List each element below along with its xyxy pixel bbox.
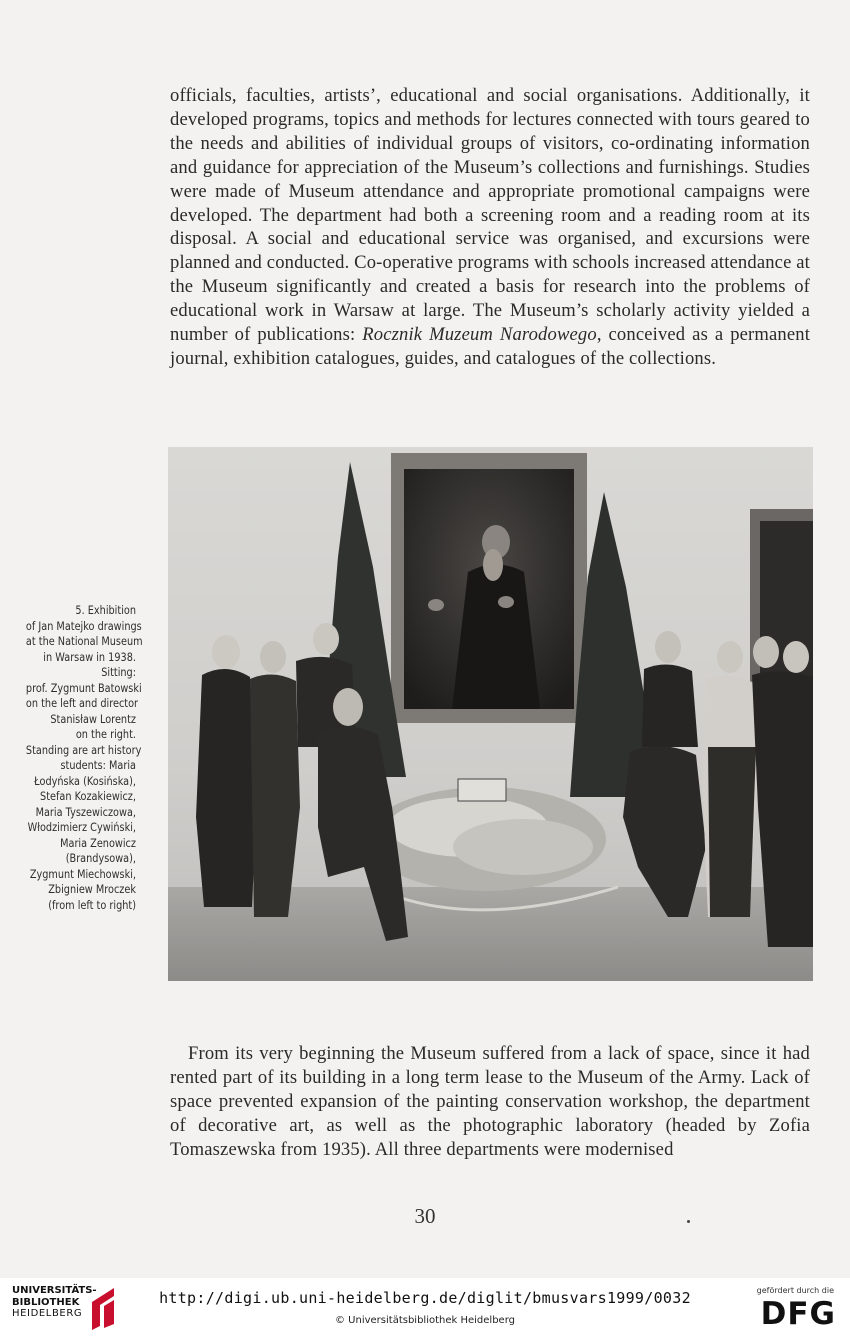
caption-line: in Warsaw in 1938. bbox=[43, 650, 136, 664]
caption-line: Stefan Kozakiewicz, bbox=[40, 790, 137, 803]
journal-title: Rocznik Muzeum Narodowego bbox=[362, 324, 597, 346]
exhibition-photograph bbox=[168, 447, 813, 981]
caption-line: Łodyńska (Kosińska), bbox=[34, 774, 136, 788]
scan-dot bbox=[687, 1220, 690, 1223]
caption-line: Maria Tyszewiczowa, bbox=[35, 805, 136, 819]
caption-line: (Brandysowa), bbox=[65, 852, 136, 865]
caption-line: Sitting: bbox=[101, 666, 136, 679]
copyright-notice: © Universitätsbibliothek Heidelberg bbox=[334, 1315, 515, 1326]
caption-line: Maria Zenowicz bbox=[60, 836, 137, 850]
funding-note: gefördert durch die bbox=[756, 1286, 834, 1295]
caption-line: Włodzimierz Cywiński, bbox=[27, 821, 136, 834]
caption-line: Standing are art history bbox=[25, 743, 142, 757]
digitization-footer bbox=[0, 1278, 850, 1338]
body-paragraph-bottom: From its very beginning the Museum suffered from a lack of space, since it had rented part of its building in a long term lease to the Museum of the Army. Lack of space prevented expansion of the painting conservation workshop, the department of decorative art, as well as the photographic laboratory (headed by Zofia Tomaszewska from 1935). All three departments were modernised bbox=[170, 1043, 810, 1160]
caption-line: on the left and director bbox=[25, 697, 139, 710]
caption-line: 5. Exhibition bbox=[75, 604, 136, 617]
body-text: officials, faculties, artists’, educational and social organisations. Additionally, it developed programs, topics and methods for lectures connected with tours geared to the needs and abilities of individual groups of visitors, co-ordinating information and guidance for appreciation of the Museum’s collections and furnishings. Studies were made of Museum attendance and appropriate promotional campaigns were developed. The department had both a screening room and a reading room at its disposal. A social and educational service was organised, and excursions were planned and conducted. Co-operative programs with schools increased attendance at the Museum significantly and created a basis for research into the problems of educational work in Warsaw at large. The Museum’s scholarly activity yielded a number of publications: bbox=[170, 85, 810, 346]
library-name-line: UNIVERSITÄTS- bbox=[12, 1285, 97, 1296]
dfg-logo[interactable]: DFG bbox=[760, 1296, 836, 1332]
body-text: , conceived as a permanent journal, exhibition catalogues, guides, and catalogues of the collections. bbox=[170, 324, 811, 369]
caption-line: students: Maria bbox=[60, 759, 136, 772]
caption-line: Zygmunt Miechowski, bbox=[29, 867, 137, 881]
body-paragraph-top bbox=[170, 84, 810, 371]
caption-line: Stanisław Lorentz bbox=[50, 712, 136, 726]
page-number: 30 bbox=[414, 1204, 436, 1228]
caption-line: prof. Zygmunt Batowski bbox=[25, 681, 142, 695]
library-name-line: BIBLIOTHEK bbox=[12, 1296, 80, 1308]
caption-line: at the National Museum bbox=[25, 635, 143, 648]
caption-line: Zbigniew Mroczek bbox=[48, 883, 136, 896]
photo-caption bbox=[25, 603, 143, 913]
caption-line: (from left to right) bbox=[48, 898, 136, 912]
caption-line: on the right. bbox=[75, 728, 136, 741]
caption-line: of Jan Matejko drawings bbox=[25, 619, 142, 633]
permalink-url[interactable]: http://digi.ub.uni-heidelberg.de/diglit/bmusvars1999/0032 bbox=[159, 1289, 691, 1307]
library-name-line: HEIDELBERG bbox=[12, 1308, 83, 1319]
